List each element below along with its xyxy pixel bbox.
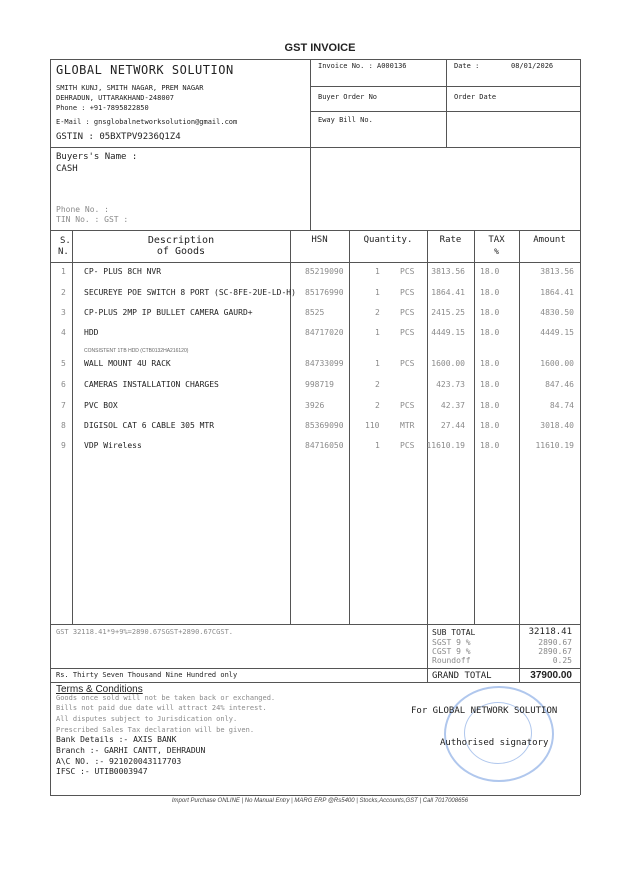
eway-bill-label: Eway Bill No. — [318, 116, 373, 124]
row-sn: 3 — [61, 308, 66, 317]
row-qty: 1 — [375, 359, 380, 368]
row-rate: 423.73 — [436, 380, 465, 389]
terms-line: All disputes subject to Jurisdication only. — [56, 715, 238, 723]
bank-branch: Branch :- GARHI CANTT, DEHRADUN — [56, 746, 206, 755]
sgst-label: SGST 9 % — [432, 638, 471, 647]
row-qty: 2 — [375, 380, 380, 389]
row-hsn: 998719 — [305, 380, 334, 389]
terms-line: Goods once sold will not be taken back or exchanged. — [56, 694, 276, 702]
row-unit: PCS — [400, 328, 415, 337]
header-quantity: Quantity. — [363, 235, 413, 245]
cgst-value: 2890.67 — [538, 647, 572, 656]
bank-title: Bank Details :- AXIS BANK — [56, 735, 177, 744]
sgst-value: 2890.67 — [538, 638, 572, 647]
header-hsn: HSN — [311, 235, 328, 245]
grand-total-label: GRAND TOTAL — [432, 671, 492, 681]
row-amount: 4830.50 — [540, 308, 574, 317]
table-row — [0, 421, 640, 435]
row-tax: 18.0 — [480, 328, 500, 337]
row-description: HDD — [84, 328, 99, 337]
table-row — [0, 401, 640, 415]
row-note: CONSISTENT 1TB HDD (CTB0132HA216120) — [84, 348, 189, 354]
row-amount: 1864.41 — [540, 288, 574, 297]
row-tax: 18.0 — [480, 267, 500, 276]
buyer-phone-label: Phone No. : — [56, 205, 109, 214]
roundoff-value: 0.25 — [552, 656, 572, 665]
row-unit: PCS — [400, 288, 415, 297]
row-unit: PCS — [400, 441, 415, 450]
row-qty: 1 — [375, 267, 380, 276]
row-tax: 18.0 — [480, 421, 500, 430]
company-address-line2: DEHRADUN, UTTARAKHAND-248007 — [56, 94, 175, 102]
buyer-name-label: Buyers's Name : — [56, 152, 138, 162]
row-rate: 1864.41 — [431, 288, 465, 297]
row-qty: 2 — [375, 308, 380, 317]
row-unit: PCS — [400, 308, 415, 317]
row-hsn: 85176990 — [305, 288, 344, 297]
bank-account: A\C NO. :- 921020043117703 — [56, 757, 182, 766]
row-description: VDP Wireless — [84, 441, 142, 450]
row-tax: 18.0 — [480, 308, 500, 317]
row-description: SECUREYE POE SWITCH 8 PORT (SC-8FE-2UE-LD-H) — [84, 288, 296, 297]
company-phone: Phone : +91-7895822850 — [56, 104, 149, 112]
subtotal-label: SUB TOTAL — [432, 628, 476, 637]
row-amount: 1600.00 — [540, 359, 574, 368]
header-amount: Amount — [533, 235, 566, 245]
signature-company: For GLOBAL NETWORK SOLUTION — [411, 706, 558, 716]
row-qty: 2 — [375, 401, 380, 410]
company-email: E-Mail : gnsglobalnetworksolution@gmail.com — [56, 118, 238, 126]
row-rate: 42.37 — [440, 401, 465, 410]
invoice-number: Invoice No. : A000136 — [318, 62, 407, 70]
row-sn: 6 — [61, 380, 66, 389]
terms-line: Prescribed Sales Tax declaration will be given. — [56, 726, 255, 734]
grand-total-value: 37900.00 — [530, 670, 572, 681]
row-unit: MTR — [400, 421, 415, 430]
footer-note: Import Purchase ONLINE | No Manual Entry | MARG ERP @Rs5400 | Stocks,Accounts,GST | Call 7017008656 — [171, 798, 469, 804]
row-sn: 5 — [61, 359, 66, 368]
row-amount: 3018.40 — [540, 421, 574, 430]
row-rate: 27.44 — [440, 421, 465, 430]
table-row — [0, 441, 640, 455]
row-tax: 18.0 — [480, 441, 500, 450]
row-amount: 4449.15 — [540, 328, 574, 337]
buyer-name: CASH — [56, 164, 78, 174]
row-sn: 2 — [61, 288, 66, 297]
terms-line: Bills not paid due date will attract 24% interest. — [56, 704, 267, 712]
row-unit: PCS — [400, 359, 415, 368]
table-row — [0, 328, 640, 342]
order-date-label: Order Date — [454, 93, 497, 101]
row-tax: 18.0 — [480, 288, 500, 297]
row-description: CP-PLUS 2MP IP BULLET CAMERA GAURD+ — [84, 308, 253, 317]
invoice-date-label: Date : — [454, 62, 480, 70]
row-sn: 7 — [61, 401, 66, 410]
company-stamp — [444, 686, 554, 782]
row-description: WALL MOUNT 4U RACK — [84, 359, 171, 368]
row-hsn: 84733099 — [305, 359, 344, 368]
header-tax-percent: % — [494, 247, 499, 256]
row-qty: 1 — [375, 288, 380, 297]
row-rate: 2415.25 — [431, 308, 465, 317]
row-description: DIGISOL CAT 6 CABLE 305 MTR — [84, 421, 215, 430]
row-qty: 110 — [365, 421, 380, 430]
row-hsn: 85369090 — [305, 421, 344, 430]
row-hsn: 8525 — [305, 308, 325, 317]
row-qty: 1 — [375, 441, 380, 450]
invoice-date: 08/01/2026 — [511, 62, 554, 70]
terms-title: Terms & Conditions — [56, 684, 143, 695]
row-amount: 11610.19 — [535, 441, 574, 450]
header-sn-2: N. — [58, 247, 69, 257]
row-hsn: 3926 — [305, 401, 325, 410]
company-gstin: GSTIN : 05BXTPV9236Q1Z4 — [56, 132, 181, 142]
row-hsn: 84716050 — [305, 441, 344, 450]
company-address-line1: SMITH KUNJ, SMITH NAGAR, PREM NAGAR — [56, 84, 204, 92]
row-sn: 9 — [61, 441, 66, 450]
amount-in-words: Rs. Thirty Seven Thousand Nine Hundred only — [56, 671, 238, 679]
buyer-order-label: Buyer Order No — [318, 93, 378, 101]
row-sn: 4 — [61, 328, 66, 337]
row-rate: 1600.00 — [431, 359, 465, 368]
header-rate: Rate — [439, 235, 462, 245]
row-amount: 847.46 — [545, 380, 574, 389]
row-qty: 1 — [375, 328, 380, 337]
header-description-2: of Goods — [156, 246, 206, 257]
row-amount: 84.74 — [549, 401, 574, 410]
row-hsn: 85219090 — [305, 267, 344, 276]
row-tax: 18.0 — [480, 380, 500, 389]
buyer-tin-gst-label: TIN No. : GST : — [56, 215, 129, 224]
table-row — [0, 267, 640, 281]
company-name: GLOBAL NETWORK SOLUTION — [56, 63, 234, 77]
row-description: CP- PLUS 8CH NVR — [84, 267, 162, 276]
header-sn-1: S. — [60, 236, 71, 246]
gst-summary: GST 32118.41*9+9%=2890.67SGST+2890.67CGST. — [56, 628, 234, 636]
row-tax: 18.0 — [480, 359, 500, 368]
header-description-1: Description — [147, 235, 215, 246]
header-tax: TAX — [488, 235, 505, 245]
row-tax: 18.0 — [480, 401, 500, 410]
doc-title: GST INVOICE — [284, 42, 356, 54]
row-sn: 1 — [61, 267, 66, 276]
row-unit: PCS — [400, 401, 415, 410]
row-description: PVC BOX — [84, 401, 118, 410]
row-unit: PCS — [400, 267, 415, 276]
row-rate: 4449.15 — [431, 328, 465, 337]
signature-authorised: Authorised signatory — [440, 738, 549, 748]
bank-ifsc: IFSC :- UTIB0003947 — [56, 767, 148, 776]
row-sn: 8 — [61, 421, 66, 430]
row-rate: 3813.56 — [431, 267, 465, 276]
table-row — [0, 308, 640, 322]
row-amount: 3813.56 — [540, 267, 574, 276]
table-row — [0, 288, 640, 302]
row-description: CAMERAS INSTALLATION CHARGES — [84, 380, 219, 389]
table-row — [0, 359, 640, 373]
row-hsn: 84717020 — [305, 328, 344, 337]
cgst-label: CGST 9 % — [432, 647, 471, 656]
subtotal-value: 32118.41 — [528, 627, 572, 637]
table-row — [0, 380, 640, 394]
roundoff-label: Roundoff — [432, 656, 471, 665]
row-rate: 11610.19 — [426, 441, 465, 450]
